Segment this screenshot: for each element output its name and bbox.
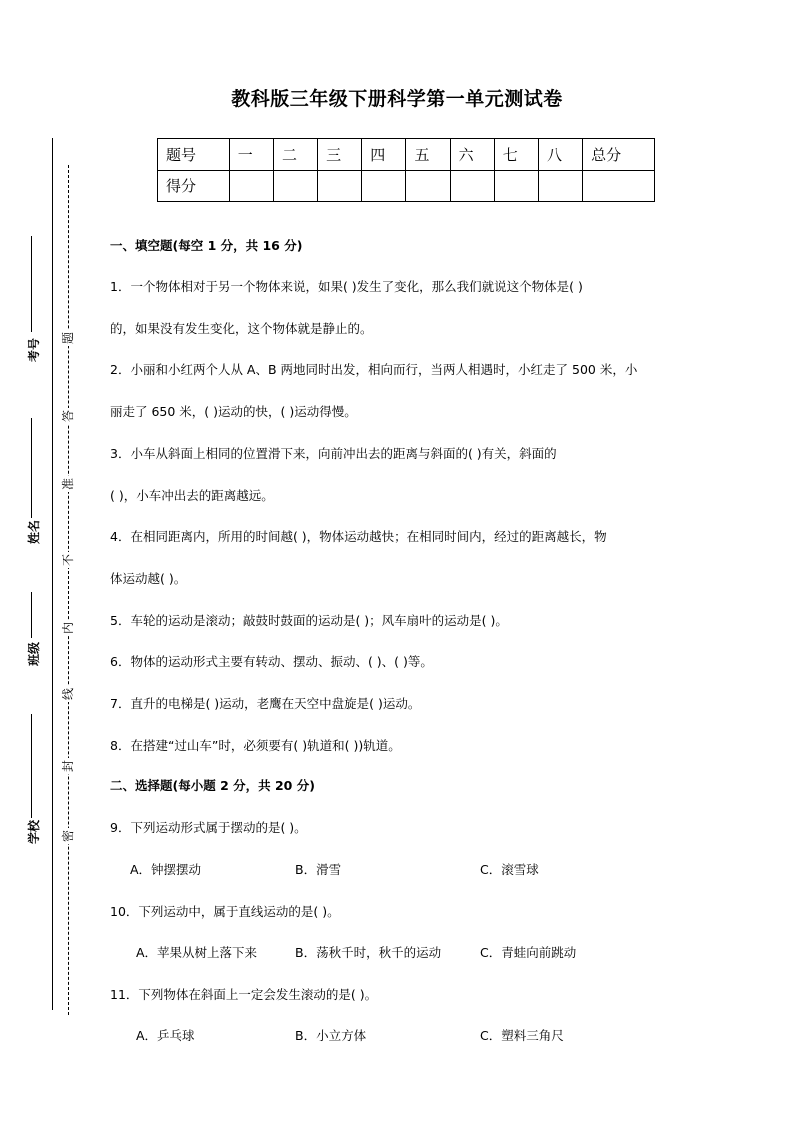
score-cell[interactable]: [229, 170, 273, 202]
section-heading: 一、填空题(每空 1 分，共 16 分): [110, 238, 303, 253]
score-row-label: 得分: [158, 170, 230, 202]
question-line: 5．车轮的运动是滚动；敲鼓时鼓面的运动是( )；风车扇叶的运动是( )。: [110, 613, 508, 628]
header-cell: 三: [318, 139, 362, 171]
header-cell: 二: [273, 139, 317, 171]
question-stem: 11．下列物体在斜面上一定会发生滚动的是( )。: [110, 987, 378, 1002]
score-cell[interactable]: [538, 170, 582, 202]
option-c[interactable]: C．青蛙向前跳动: [480, 945, 577, 960]
seal-char: 准: [61, 478, 75, 491]
question-line: 6．物体的运动形式主要有转动、摆动、振动、( )、( )等。: [110, 654, 433, 669]
seal-char: 封: [61, 760, 75, 773]
class-label: 班级: [27, 642, 41, 667]
option-a[interactable]: A．乒乓球: [136, 1028, 195, 1043]
header-cell: 八: [538, 139, 582, 171]
seal-char: 线: [61, 688, 75, 701]
question-line: 体运动越( )。: [110, 571, 187, 586]
score-table-score-row: [158, 170, 655, 202]
header-cell: 题号: [158, 139, 230, 171]
seal-char: 密: [61, 830, 75, 843]
header-cell: 四: [362, 139, 406, 171]
seal-char: 答: [61, 410, 75, 423]
section-heading: 二、选择题(每小题 2 分，共 20 分): [110, 778, 315, 793]
question-stem: 9．下列运动形式属于摆动的是( )。: [110, 820, 307, 835]
question-line: 7．直升的电梯是( )运动，老鹰在天空中盘旋是( )运动。: [110, 696, 421, 711]
name-fill-line[interactable]: [31, 418, 32, 518]
question-line: 8．在搭建“过山车”时，必须要有( )轨道和( ))轨道。: [110, 738, 401, 753]
school-fill-line[interactable]: [31, 714, 32, 818]
header-cell: 总分: [583, 139, 655, 171]
option-b[interactable]: B．滑雪: [295, 862, 342, 877]
score-cell[interactable]: [318, 170, 362, 202]
option-c[interactable]: C．塑料三角尺: [480, 1028, 564, 1043]
question-line: 2．小丽和小红两个人从 A、B 两地同时出发，相向而行，当两人相遇时，小红走了 500 米，小: [110, 362, 638, 377]
question-line: ( )，小车冲出去的距离越远。: [110, 488, 274, 503]
name-label: 姓名: [27, 520, 41, 545]
score-cell[interactable]: [362, 170, 406, 202]
score-cell[interactable]: [406, 170, 450, 202]
option-a[interactable]: A．钟摆摆动: [130, 862, 202, 877]
question-stem: 10．下列运动中，属于直线运动的是( )。: [110, 904, 340, 919]
header-cell: 七: [494, 139, 538, 171]
option-b[interactable]: B．小立方体: [295, 1028, 367, 1043]
exam-number-label: 考号: [27, 338, 41, 363]
question-line: 4．在相同距离内，所用的时间越( )，物体运动越快；在相同时间内，经过的距离越长，物: [110, 529, 607, 544]
question-line: 1．一个物体相对于另一个物体来说，如果( )发生了变化，那么我们就说这个物体是( ): [110, 279, 583, 294]
header-cell: 六: [450, 139, 494, 171]
seal-char: 内: [61, 622, 75, 635]
class-fill-line[interactable]: [31, 592, 32, 638]
seal-char: 题: [61, 332, 75, 345]
option-b[interactable]: B．荡秋千时，秋千的运动: [295, 945, 442, 960]
seal-char: 不: [61, 554, 75, 567]
score-table: [157, 138, 655, 202]
question-line: 丽走了 650 米，( )运动的快，( )运动得慢。: [110, 404, 357, 419]
score-cell[interactable]: [583, 170, 655, 202]
exam-number-fill-line[interactable]: [31, 236, 32, 332]
score-table-header-row: [158, 139, 655, 171]
header-cell: 五: [406, 139, 450, 171]
binding-dashed-line: [68, 165, 69, 1015]
option-c[interactable]: C．滚雪球: [480, 862, 539, 877]
score-cell[interactable]: [450, 170, 494, 202]
exam-title: 教科版三年级下册科学第一单元测试卷: [231, 88, 563, 110]
question-line: 的，如果没有发生变化，这个物体就是静止的。: [110, 321, 373, 336]
score-cell[interactable]: [273, 170, 317, 202]
header-cell: 一: [229, 139, 273, 171]
binding-solid-line: [52, 138, 53, 1010]
question-line: 3．小车从斜面上相同的位置滑下来，向前冲出去的距离与斜面的( )有关，斜面的: [110, 446, 557, 461]
school-label: 学校: [27, 820, 41, 845]
option-a[interactable]: A．苹果从树上落下来: [136, 945, 258, 960]
score-cell[interactable]: [494, 170, 538, 202]
